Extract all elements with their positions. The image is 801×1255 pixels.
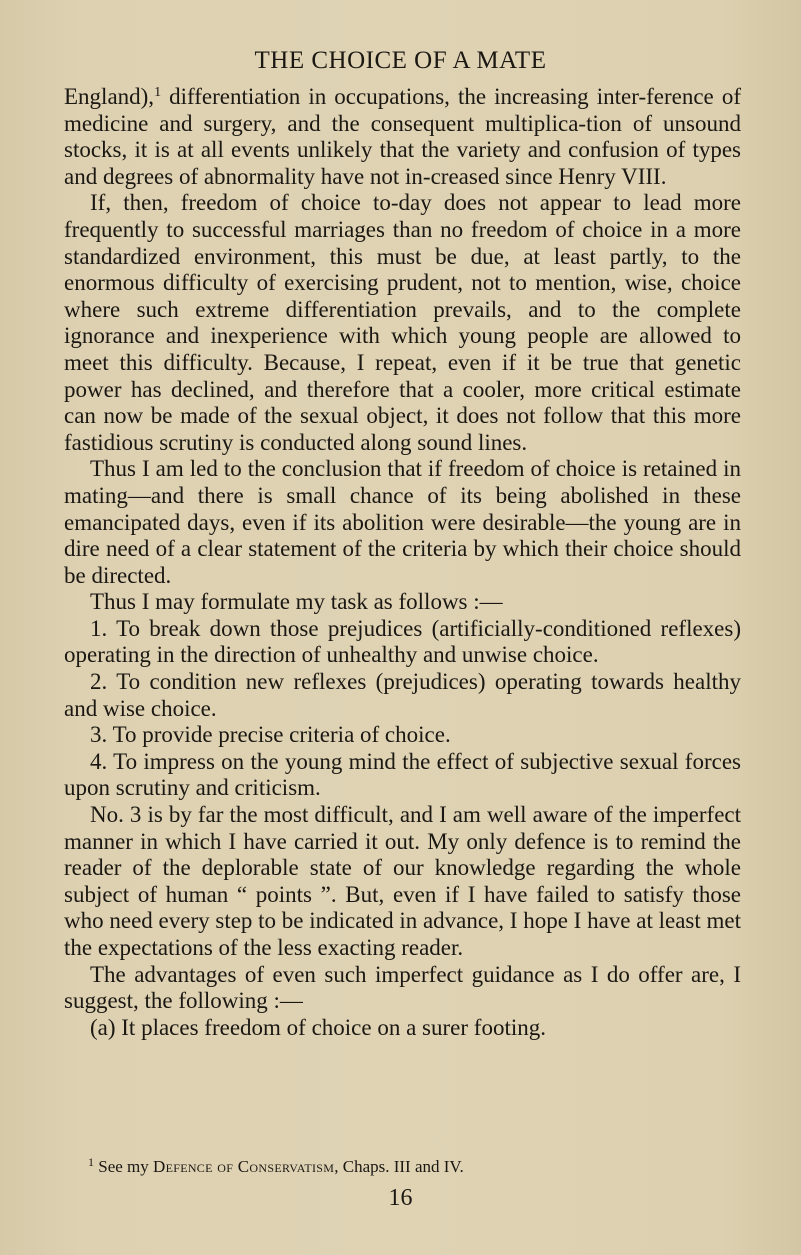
- body-text: [64, 84, 741, 1041]
- paragraph-1-rest: differentiation in occupations, the increasing inter-ference of medicine and surgery, and the consequent multiplica-tion of unsound stocks, it is at all events unlikely that the variety and confusion of types and degrees of abnormality have not in-creased since Henry VIII.: [64, 84, 741, 189]
- footnote-prefix: See my: [94, 1157, 154, 1176]
- paragraph-1-start: England),: [64, 84, 155, 109]
- footnote-book-title: Defence of Conservatism: [153, 1157, 335, 1176]
- list-item-2: 2. To condition new reflexes (prejudices) operating towards healthy and wise choice.: [64, 669, 741, 721]
- footnote: [64, 1156, 741, 1178]
- paragraph-7: (a) It places freedom of choice on a surer footing.: [90, 1014, 546, 1040]
- list-item-3: 3. To provide precise criteria of choice.: [90, 722, 451, 748]
- paragraph-2: If, then, freedom of choice to-day does not appear to lead more frequently to successful marriages than no freedom of choice in a more standardized environment, this must be due, at least partly, to the enormous difficulty of exercising prudent, not to mention, wise, choice where such extreme differentiation prevails, and to the complete ignorance and inexperience with which young people are allowed to meet this difficulty. Because, I repeat, even if it be true that genetic power has declined, and therefore that a cooler, more critical estimate can now be made of the sexual object, it does not follow that this more fastidious scrutiny is conducted along sound lines.: [64, 190, 741, 455]
- paragraph-1: [64, 84, 741, 190]
- page-number: 16: [388, 1185, 413, 1211]
- paragraph-3: Thus I am led to the conclusion that if freedom of choice is retained in mating—and there is small chance of its being abolished in these emancipated days, even if its abolition were desirable—the young are in dire need of a clear statement of the criteria by which their choice should be directed.: [64, 456, 741, 588]
- footnote-mark: 1: [88, 1155, 94, 1169]
- running-header: THE CHOICE OF A MATE: [254, 47, 547, 74]
- list-item-4: 4. To impress on the young mind the effect of subjective sexual forces upon scrutiny and criticism.: [64, 748, 741, 801]
- paragraph-6: The advantages of even such imperfect guidance as I do offer are, I suggest, the following :—: [64, 961, 741, 1014]
- paragraph-5: No. 3 is by far the most difficult, and I am well aware of the imperfect manner in which I have carried it out. My only defence is to remind the reader of the deplorable state of our knowledge regarding the whole subject of human “ points ”. But, even if I have failed to satisfy those who need every step to be indicated in advance, I hope I have at least met the expectations of the less exacting reader.: [64, 802, 741, 960]
- list-item-1: 1. To break down those prejudices (artificially-conditioned reflexes) operating in the direction of unhealthy and unwise choice.: [64, 615, 741, 668]
- paragraph-4: Thus I may formulate my task as follows :—: [90, 589, 503, 615]
- footnote-suffix: , Chaps. III and IV.: [334, 1157, 464, 1176]
- footnote-reference: 1: [154, 85, 162, 100]
